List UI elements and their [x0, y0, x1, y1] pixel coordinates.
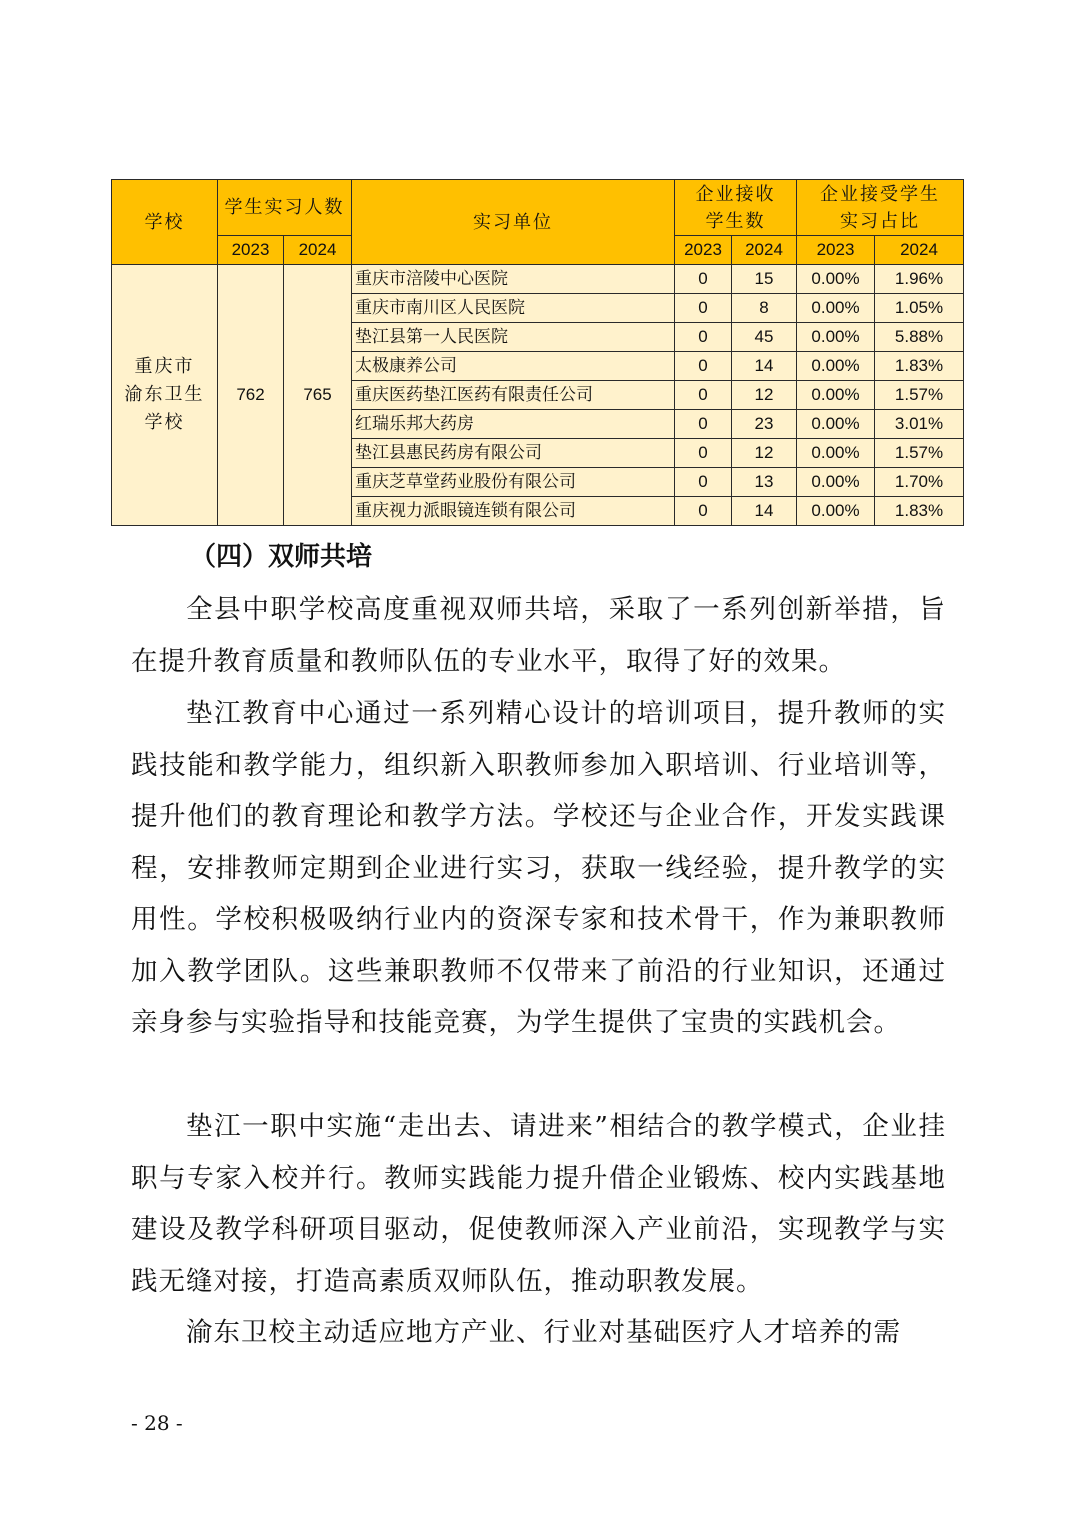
- receive-2023-cell: 0: [675, 410, 732, 439]
- ratio-2024-cell: 1.70%: [875, 468, 964, 497]
- unit-cell: 重庆视力派眼镜连锁有限公司: [352, 497, 675, 526]
- ratio-2024-cell: 1.57%: [875, 439, 964, 468]
- header-company-ratio: 企业接受学生 实习占比: [797, 180, 964, 236]
- receive-2024-cell: 12: [732, 439, 797, 468]
- student-count-2023: 762: [218, 265, 284, 526]
- ratio-2023-cell: 0.00%: [797, 439, 875, 468]
- ratio-2023-cell: 0.00%: [797, 352, 875, 381]
- header-year-2024: 2024: [732, 236, 797, 265]
- ratio-2023-cell: 0.00%: [797, 323, 875, 352]
- unit-cell: 重庆医药垫江医药有限责任公司: [352, 381, 675, 410]
- student-count-2024: 765: [284, 265, 352, 526]
- ratio-2023-cell: 0.00%: [797, 381, 875, 410]
- ratio-2024-cell: 1.96%: [875, 265, 964, 294]
- header-company-receive: 企业接收 学生数: [675, 180, 797, 236]
- unit-cell: 太极康养公司: [352, 352, 675, 381]
- receive-2023-cell: 0: [675, 497, 732, 526]
- internship-table: [111, 179, 964, 526]
- unit-cell: 重庆市涪陵中心医院: [352, 265, 675, 294]
- unit-cell: 红瑞乐邦大药房: [352, 410, 675, 439]
- ratio-2024-cell: 5.88%: [875, 323, 964, 352]
- receive-2023-cell: 0: [675, 352, 732, 381]
- paragraph: 渝东卫校主动适应地方产业、行业对基础医疗人才培养的需: [186, 1317, 901, 1348]
- receive-2023-cell: 0: [675, 265, 732, 294]
- receive-2024-cell: 13: [732, 468, 797, 497]
- receive-2024-cell: 23: [732, 410, 797, 439]
- receive-2024-cell: 15: [732, 265, 797, 294]
- receive-2023-cell: 0: [675, 381, 732, 410]
- header-year-2023: 2023: [797, 236, 875, 265]
- ratio-2023-cell: 0.00%: [797, 294, 875, 323]
- receive-2023-cell: 0: [675, 294, 732, 323]
- school-name-cell: 重庆市 渝东卫生 学校: [112, 265, 218, 526]
- receive-2024-cell: 45: [732, 323, 797, 352]
- page-number: - 28 -: [131, 1411, 183, 1435]
- paragraph: 全县中职学校高度重视双师共培，采取了一系列创新举措，旨在提升教育质量和教师队伍的专业水平，取得了好的效果。: [131, 594, 946, 677]
- header-year-2023: 2023: [218, 236, 284, 265]
- paragraph: 垫江教育中心通过一系列精心设计的培训项目，提升教师的实践技能和教学能力，组织新入职教师参加入职培训、行业培训等，提升他们的教育理论和教学方法。学校还与企业合作，开发实践课程，安排教师定期到企业进行实习，获取一线经验，提升教学的实用性。学校积极吸纳行业内的资深专家和技术骨干，作为兼职教师加入教学团队。这些兼职教师不仅带来了前沿的行业知识，还通过亲身参与实验指导和技能竞赛，为学生提供了宝贵的实践机会。: [131, 698, 946, 1038]
- ratio-2023-cell: 0.00%: [797, 497, 875, 526]
- ratio-2024-cell: 3.01%: [875, 410, 964, 439]
- unit-cell: 垫江县第一人民医院: [352, 323, 675, 352]
- header-unit: 实习单位: [352, 180, 675, 265]
- receive-2023-cell: 0: [675, 439, 732, 468]
- unit-cell: 重庆市南川区人民医院: [352, 294, 675, 323]
- header-year-2023: 2023: [675, 236, 732, 265]
- receive-2024-cell: 14: [732, 497, 797, 526]
- paragraph: 垫江一职中实施“走出去、请进来”相结合的教学模式，企业挂职与专家入校并行。教师实践能力提升借企业锻炼、校内实践基地建设及教学科研项目驱动，促使教师深入产业前沿，实现教学与实践无缝对接，打造高素质双师队伍，推动职教发展。: [131, 1111, 946, 1297]
- ratio-2024-cell: 1.05%: [875, 294, 964, 323]
- ratio-2023-cell: 0.00%: [797, 410, 875, 439]
- receive-2023-cell: 0: [675, 468, 732, 497]
- receive-2024-cell: 8: [732, 294, 797, 323]
- ratio-2023-cell: 0.00%: [797, 265, 875, 294]
- header-year-2024: 2024: [875, 236, 964, 265]
- receive-2024-cell: 14: [732, 352, 797, 381]
- receive-2024-cell: 12: [732, 381, 797, 410]
- unit-cell: 重庆芝草堂药业股份有限公司: [352, 468, 675, 497]
- section-heading: （四）双师共培: [190, 542, 373, 572]
- ratio-2024-cell: 1.57%: [875, 381, 964, 410]
- header-student-count: 学生实习人数: [218, 180, 352, 236]
- ratio-2023-cell: 0.00%: [797, 468, 875, 497]
- header-year-2024: 2024: [284, 236, 352, 265]
- receive-2023-cell: 0: [675, 323, 732, 352]
- ratio-2024-cell: 1.83%: [875, 497, 964, 526]
- ratio-2024-cell: 1.83%: [875, 352, 964, 381]
- header-school: 学校: [112, 180, 218, 265]
- unit-cell: 垫江县惠民药房有限公司: [352, 439, 675, 468]
- table-row: [112, 265, 964, 294]
